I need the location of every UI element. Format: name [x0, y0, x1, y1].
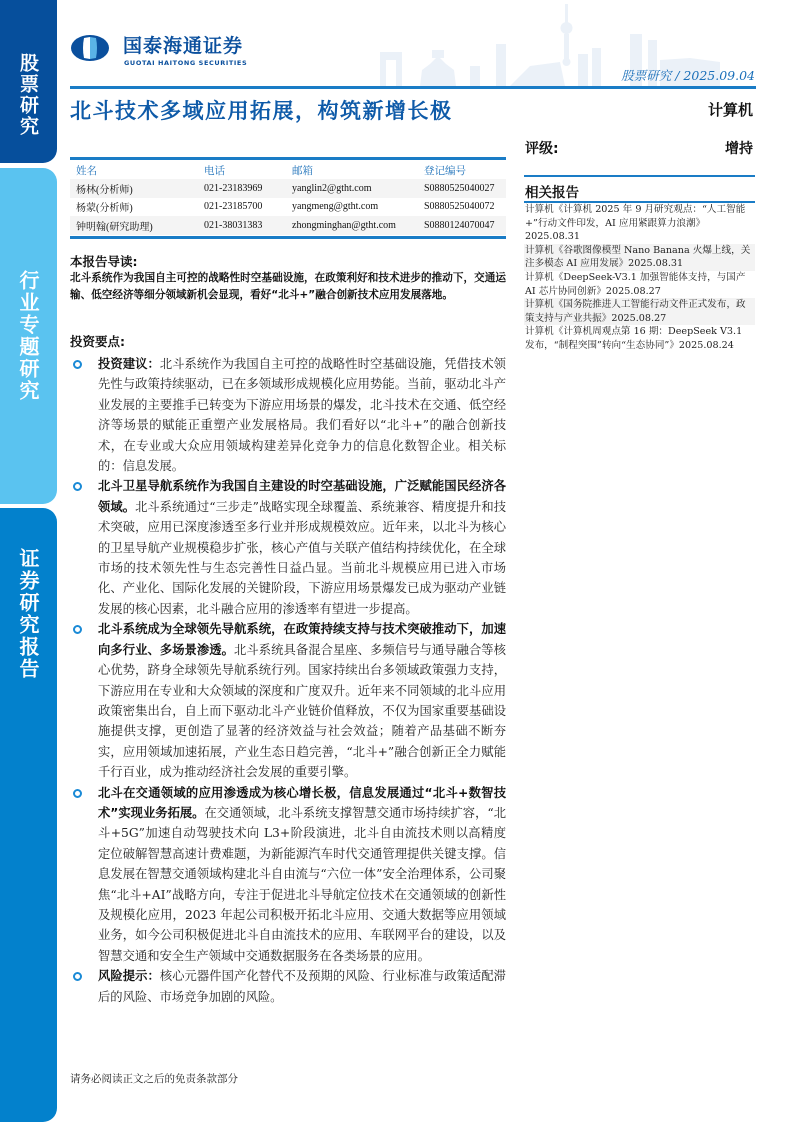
header-divider — [70, 86, 756, 89]
table-row — [70, 198, 506, 217]
related-report-item[interactable]: 计算机《计算机 2025 年 9 月研究观点：“人工智能+”行动文件印发，AI 应用紧跟算力浪潮》2025.08.31 — [525, 204, 746, 243]
analyst-email[interactable]: yangmeng@gtht.com — [292, 201, 379, 213]
company-logo — [70, 34, 248, 67]
rating-value: 增持 — [725, 141, 753, 157]
circle-bullet-icon — [73, 482, 82, 491]
disclaimer-note: 请务必阅读正文之后的免责条款部分 — [70, 1073, 238, 1085]
investment-point — [70, 476, 506, 619]
circle-bullet-icon — [73, 789, 82, 798]
table-row — [70, 216, 506, 235]
sidebar-tab-label: 股票研究 — [17, 52, 39, 137]
sidebar-tab-equity-research — [0, 0, 57, 163]
investment-points-list — [70, 354, 506, 1007]
analyst-registration: S0880525040027 — [418, 179, 506, 198]
point-lead: 投资建议： — [98, 357, 160, 371]
report-title: 北斗技术多域应用拓展，构筑新增长极 — [70, 98, 453, 123]
analyst-name: 钟明翰(研究助理) — [70, 216, 198, 235]
sidebar-tab-label: 行业专题研究 — [16, 270, 40, 402]
analyst-email[interactable]: zhongminghan@gtht.com — [286, 216, 418, 235]
header-meta — [621, 66, 755, 84]
point-lead: 北斗卫星导航系统作为我国自主建设的时空基础设施，广泛赋能国民经济各领域。 — [98, 479, 506, 514]
industry-label: 计算机 — [707, 101, 753, 119]
report-date: 2025.09.04 — [683, 68, 755, 83]
investment-point — [70, 966, 506, 1007]
point-text: 北斗系统具备混合星座、多频信号与通导融合等核心优势，跻身全球领先导航系统行列。国家持续出台多领域政策强力支持，下游应用在专业和大众领域的深度和广度双升。近年来不同领域的北斗应用政策密集出台，自上而下驱动北斗产业链价值释放，不仅为国家重要基础设施提供支撑，更创造了显著的经济效益与社会效益；随着产品基础不断夯实，应用领域加速拓展，产业生态日趋完善，“北斗+”融合创新正全力赋能千行百业，成为推动经济社会发展的重要引擎。 — [98, 642, 506, 780]
table-header-row — [70, 161, 506, 179]
logo-english-name: GUOTAI HAITONG SECURITIES — [124, 59, 248, 67]
related-reports-list — [524, 203, 755, 353]
analyst-table — [70, 161, 506, 235]
related-report-item[interactable]: 计算机《DeepSeek-V3.1 加强智能体支持，与国产 AI 芯片协同创新》2025.08.27 — [525, 271, 746, 297]
separator: / — [675, 68, 680, 83]
guide-heading: 本报告导读: — [70, 254, 138, 269]
circle-bullet-icon — [73, 625, 82, 634]
sidebar-tab-label: 证券研究报告 — [16, 548, 40, 680]
guide-summary: 北斗系统作为我国自主可控的战略性时空基础设施，在政策利好和技术进步的推动下，交通运输、低空经济等细分领域新机会显现，看好“北斗+”融合创新技术应用发展落地。 — [70, 272, 506, 301]
investment-point — [70, 619, 506, 782]
sidebar-tab-industry-research — [0, 168, 57, 504]
logo-mark-icon — [70, 34, 110, 62]
investment-point — [70, 783, 506, 967]
report-category: 股票研究 — [621, 68, 672, 83]
sidebar-tab-securities-report — [0, 508, 57, 1122]
point-lead: 北斗在交通领域的应用渗透成为核心增长极，信息发展通过“北斗+数智技术”实现业务拓展。 — [98, 785, 506, 820]
table-divider-bottom — [70, 236, 506, 239]
related-divider-top — [524, 175, 755, 177]
table-divider-top — [70, 157, 506, 160]
circle-bullet-icon — [73, 972, 82, 981]
point-text: 核心元器件国产化替代不及预期的风险、行业标准与政策适配滞后的风险、市场竞争加剧的风险。 — [98, 969, 506, 1004]
investment-points-heading: 投资要点: — [70, 334, 125, 349]
analyst-registration: S0880124070047 — [418, 216, 506, 235]
related-report-item[interactable]: 计算机《国务院推进人工智能行动文件正式发布，政策支持与产业共振》2025.08.27 — [524, 298, 755, 325]
point-lead: 北斗系统成为全球领先导航系统，在政策持续支持与技术突破推动下，加速向多行业、多场景渗透。 — [98, 622, 506, 657]
circle-bullet-icon — [73, 360, 82, 369]
point-text: 在交通领域，北斗系统支撑智慧交通市场持续扩容，“北斗+5G”加速自动驾驶技术向 L3+阶段演进，北斗自由流技术则以高精度定位破解智慧高速计费难题，为新能源汽车时代交通管理提供关键支撑。信息发展在智慧交通领域构建北斗自由流与“六位一体”安全治理体系，公司聚焦“北斗+AI”战略方向，专注于促进北斗导航定位技术在交通领域的创新性及规模化应用，2023 年起公司积极开拓北斗应用、交通大数据等应用领域业务，如今公司积极促进北斗自由流技术的应用、车联网平台的建设，以及智慧交通和安全生产领域中交通数据服务在各类场景的应用。 — [98, 805, 506, 963]
table-row — [70, 179, 506, 198]
column-header-phone: 电话 — [204, 164, 225, 177]
column-header-name: 姓名 — [76, 164, 97, 177]
related-report-item[interactable]: 计算机《计算机周观点第 16 期：DeepSeek V3.1 发布，“制程突围”转向“生态协同”》2025.08.24 — [525, 326, 743, 351]
related-reports-heading: 相关报告 — [525, 185, 579, 201]
analyst-name: 杨林(分析师) — [70, 179, 198, 198]
related-report-item[interactable]: 计算机《谷歌图像模型 Nano Banana 火爆上线，关注多模态 AI 应用发展》2025.08.31 — [524, 244, 755, 271]
analyst-phone: 021-38031383 — [198, 216, 286, 235]
investment-point — [70, 354, 506, 476]
logo-chinese-name: 国泰海通证券 — [123, 35, 244, 57]
point-text: 北斗系统作为我国自主可控的战略性时空基础设施，凭借技术领先性与政策持续驱动，已在多领域形成规模化应用势能。当前，驱动北斗产业发展的主要推手已转变为下游应用场景的爆发，北斗技术在交通、低空经济等场景的赋能正重塑产业发展格局。我们看好以“北斗+”的融合创新技术，在专业或大众应用领域构建差异化竞争力的信息化数智企业。相关标的：信息发展。 — [98, 357, 506, 474]
analyst-phone: 021-23185700 — [204, 201, 263, 213]
column-header-registration: 登记编号 — [424, 164, 466, 177]
point-lead: 风险提示： — [98, 969, 160, 984]
analyst-name: 杨蒙(分析师) — [76, 203, 133, 215]
analyst-email[interactable]: yanglin2@gtht.com — [286, 179, 418, 198]
analyst-phone: 021-23183969 — [198, 179, 286, 198]
rating-label: 评级: — [525, 141, 559, 157]
analyst-registration: S0880525040072 — [424, 201, 495, 213]
column-header-email: 邮箱 — [292, 164, 313, 177]
point-text: 北斗系统通过“三步走”战略实现全球覆盖、系统兼容、精度提升和技术突破，应用已深度渗透至多行业并形成规模效应。近年来，以北斗为核心的卫星导航产业规模稳步扩张，核心产值与关联产值结构持续优化，在全球市场的技术领先性与生态完善性日益凸显。当前北斗规模应用已进入市场化、产业化、国际化发展的关键阶段，下游应用场景爆发已成为驱动产业链发展的核心因素，北斗融合应用的渗透率有望进一步提高。 — [98, 499, 506, 616]
